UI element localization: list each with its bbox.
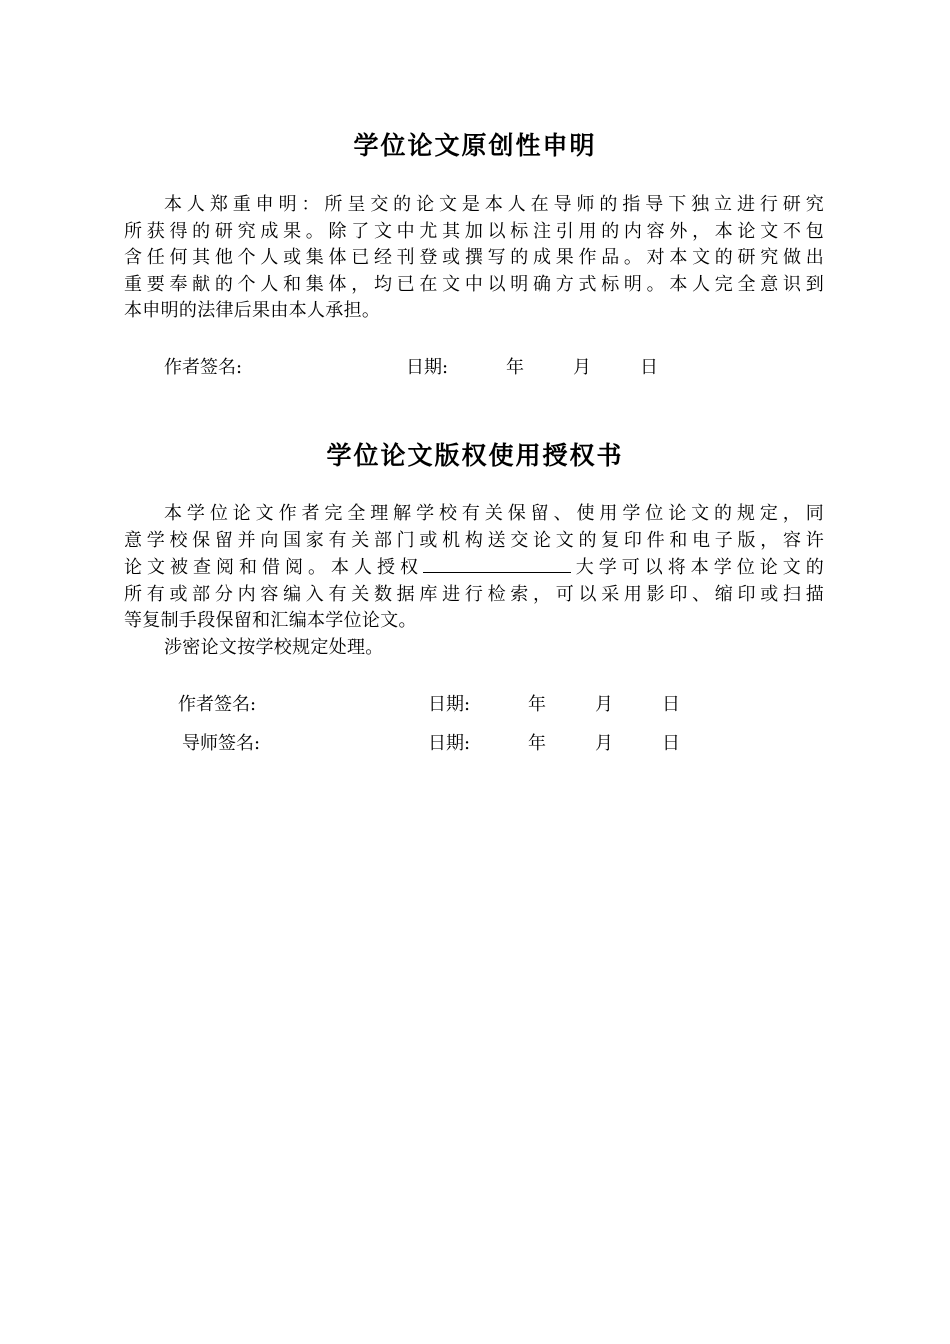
- originality-day-label: 日: [640, 357, 658, 378]
- authorization-line-3: [124, 554, 824, 582]
- originality-title: 学位论文原创性申明: [353, 131, 597, 160]
- authorization-author-month-label: 月: [595, 694, 613, 715]
- originality-month-label: 月: [573, 357, 591, 378]
- originality-body: [124, 192, 824, 325]
- originality-line-2: 所获得的研究成果。除了文中尤其加以标注引用的内容外，本论文不包: [124, 220, 824, 242]
- authorization-line-1: 本学位论文作者完全理解学校有关保留、使用学位论文的规定，同: [164, 503, 824, 524]
- authorization-author-date-label: 日期:: [428, 694, 471, 715]
- authorization-line-4: 所有或部分内容编入有关数据库进行检索，可以采用影印、缩印或扫描: [124, 583, 824, 605]
- authorization-advisor-date-label: 日期:: [428, 733, 471, 754]
- authorization-line-6: 涉密论文按学校规定处理。: [164, 636, 384, 658]
- authorization-advisor-month-label: 月: [595, 733, 613, 754]
- authorization-advisor-day-label: 日: [662, 733, 680, 754]
- authorization-line-3-after: 大学可以将本学位论文的: [571, 557, 824, 578]
- authorization-line-2: 意学校保留并向国家有关部门或机构送交论文的复印件和电子版，容许: [124, 529, 824, 551]
- originality-year-label: 年: [506, 357, 524, 378]
- originality-line-1: 本人郑重申明：所呈交的论文是本人在导师的指导下独立进行研究: [164, 194, 824, 215]
- university-name-blank: [423, 554, 571, 573]
- authorization-advisor-year-label: 年: [528, 733, 546, 754]
- authorization-author-year-label: 年: [528, 694, 546, 715]
- authorization-advisor-sign-label: 导师签名:: [182, 733, 261, 754]
- originality-author-sign-label: 作者签名:: [164, 357, 243, 378]
- authorization-body: [124, 501, 824, 661]
- authorization-author-sign-label: 作者签名:: [178, 694, 257, 715]
- originality-line-5: 本申明的法律后果由本人承担。: [124, 300, 381, 321]
- originality-line-4: 重要奉献的个人和集体，均已在文中以明确方式标明。本人完全意识到: [124, 273, 824, 295]
- authorization-author-day-label: 日: [662, 694, 680, 715]
- authorization-line-3-before: 论文被查阅和借阅。本人授权: [124, 557, 423, 578]
- authorization-line-5: 等复制手段保留和汇编本学位论文。: [124, 610, 417, 631]
- originality-date-label: 日期:: [406, 357, 449, 378]
- authorization-title: 学位论文版权使用授权书: [326, 441, 624, 470]
- originality-line-3: 含任何其他个人或集体已经刊登或撰写的成果作品。对本文的研究做出: [124, 247, 824, 268]
